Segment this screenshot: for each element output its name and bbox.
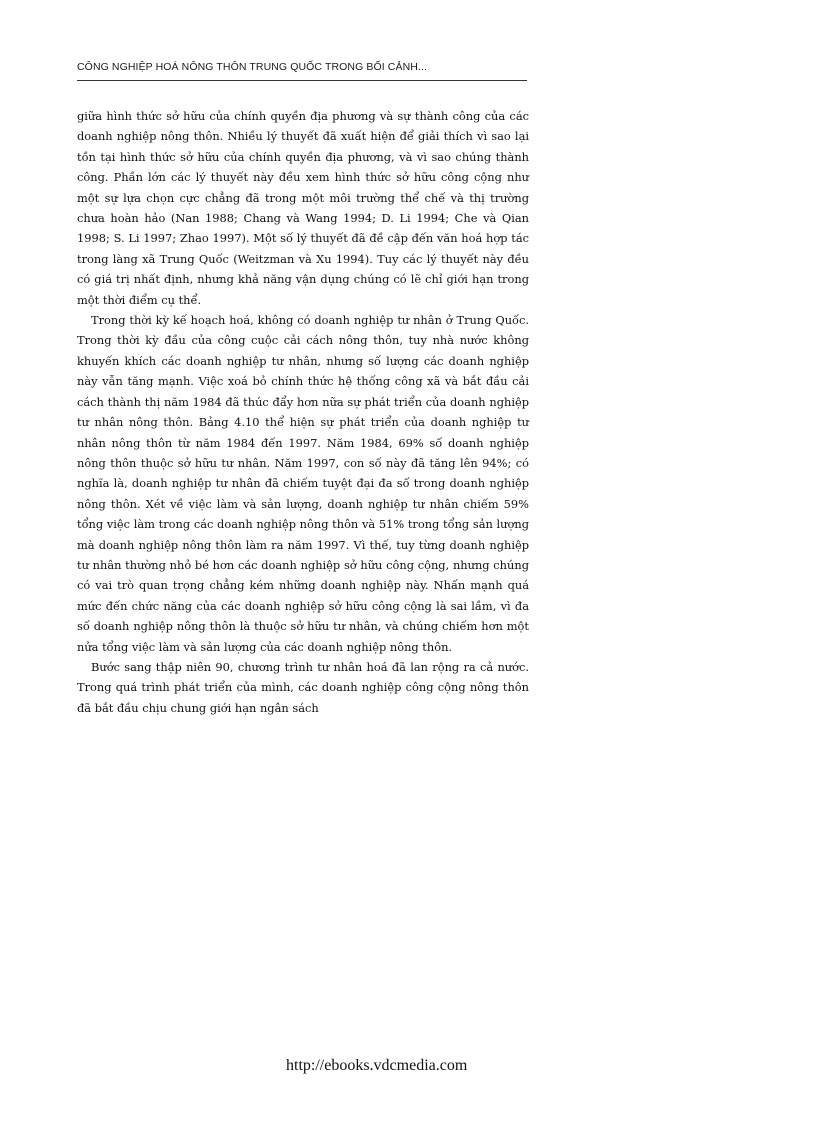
footer-url[interactable]: http://ebooks.vdcmedia.com	[286, 1057, 468, 1074]
paragraph-3: Bước sang thập niên 90, chương trình tư nhân hoá đã lan rộng ra cả nước. Trong quá trình phát triển của mình, các doanh nghiệp công cộng nông thôn đã bắt đầu chịu chung giới hạn ngân sách	[77, 659, 529, 715]
body-text	[77, 106, 529, 718]
running-header: CÔNG NGHIỆP HOÁ NÔNG THÔN TRUNG QUỐC TRONG BỐI CẢNH...	[77, 61, 427, 73]
paragraph-1: giữa hình thức sở hữu của chính quyền địa phương và sự thành công của các doanh nghiệp nông thôn. Nhiều lý thuyết đã xuất hiện để giải thích vì sao lại tồn tại hình thức sở hữu của chính quyền địa phương, và vì sao chúng thành công. Phần lớn các lý thuyết này đều xem hình thức sở hữu công cộng như một sự lựa chọn cực chẳng đã trong một môi trường thể chế và thị trường chưa hoàn hảo (Nan 1988; Chang và Wang 1994; D. Li 1994; Che và Qian 1998; S. Li 1997; Zhao 1997). Một số lý thuyết đã đề cập đến văn hoá hợp tác trong làng xã Trung Quốc (Weitzman và Xu 1994). Tuy các lý thuyết này đều có giá trị nhất định, nhưng khả năng vận dụng chúng có lẽ chỉ giới hạn trong một thời điểm cụ thể.	[77, 109, 529, 307]
paragraph-2: Trong thời kỳ kế hoạch hoá, không có doanh nghiệp tư nhân ở Trung Quốc. Trong thời kỳ đầu của công cuộc cải cách nông thôn, tuy nhà nước không khuyến khích các doanh nghiệp tư nhân, nhưng số lượng các doanh nghiệp này vẫn tăng mạnh. Việc xoá bỏ chính thức hệ thống công xã và bắt đầu cải cách thành thị năm 1984 đã thúc đẩy hơn nữa sự phát triển của doanh nghiệp tư nhân nông thôn. Bảng 4.10 thể hiện sự phát triển của doanh nghiệp tư nhân nông thôn từ năm 1984 đến 1997. Năm 1984, 69% số doanh nghiệp nông thôn thuộc sở hữu tư nhân. Năm 1997, con số này đã tăng lên 94%; có nghĩa là, doanh nghiệp tư nhân đã chiếm tuyệt đại đa số trong doanh nghiệp nông thôn. Xét về việc làm và sản lượng, doanh nghiệp tư nhân chiếm 59% tổng việc làm trong các doanh nghiệp nông thôn và 51% trong tổng sản lượng mà doanh nghiệp nông thôn làm ra năm 1997. Vì thế, tuy từng doanh nghiệp tư nhân thường nhỏ bé hơn các doanh nghiệp sở hữu công cộng, nhưng chúng có vai trò quan trọng chẳng kém những doanh nghiệp này. Nhấn mạnh quá mức đến chức năng của các doanh nghiệp sở hữu công cộng là sai lầm, vì đa số doanh nghiệp nông thôn là thuộc sở hữu tư nhân, và chúng chiếm hơn một nửa tổng việc làm và sản lượng của các doanh nghiệp nông thôn.	[77, 313, 529, 654]
header-divider	[77, 80, 527, 81]
